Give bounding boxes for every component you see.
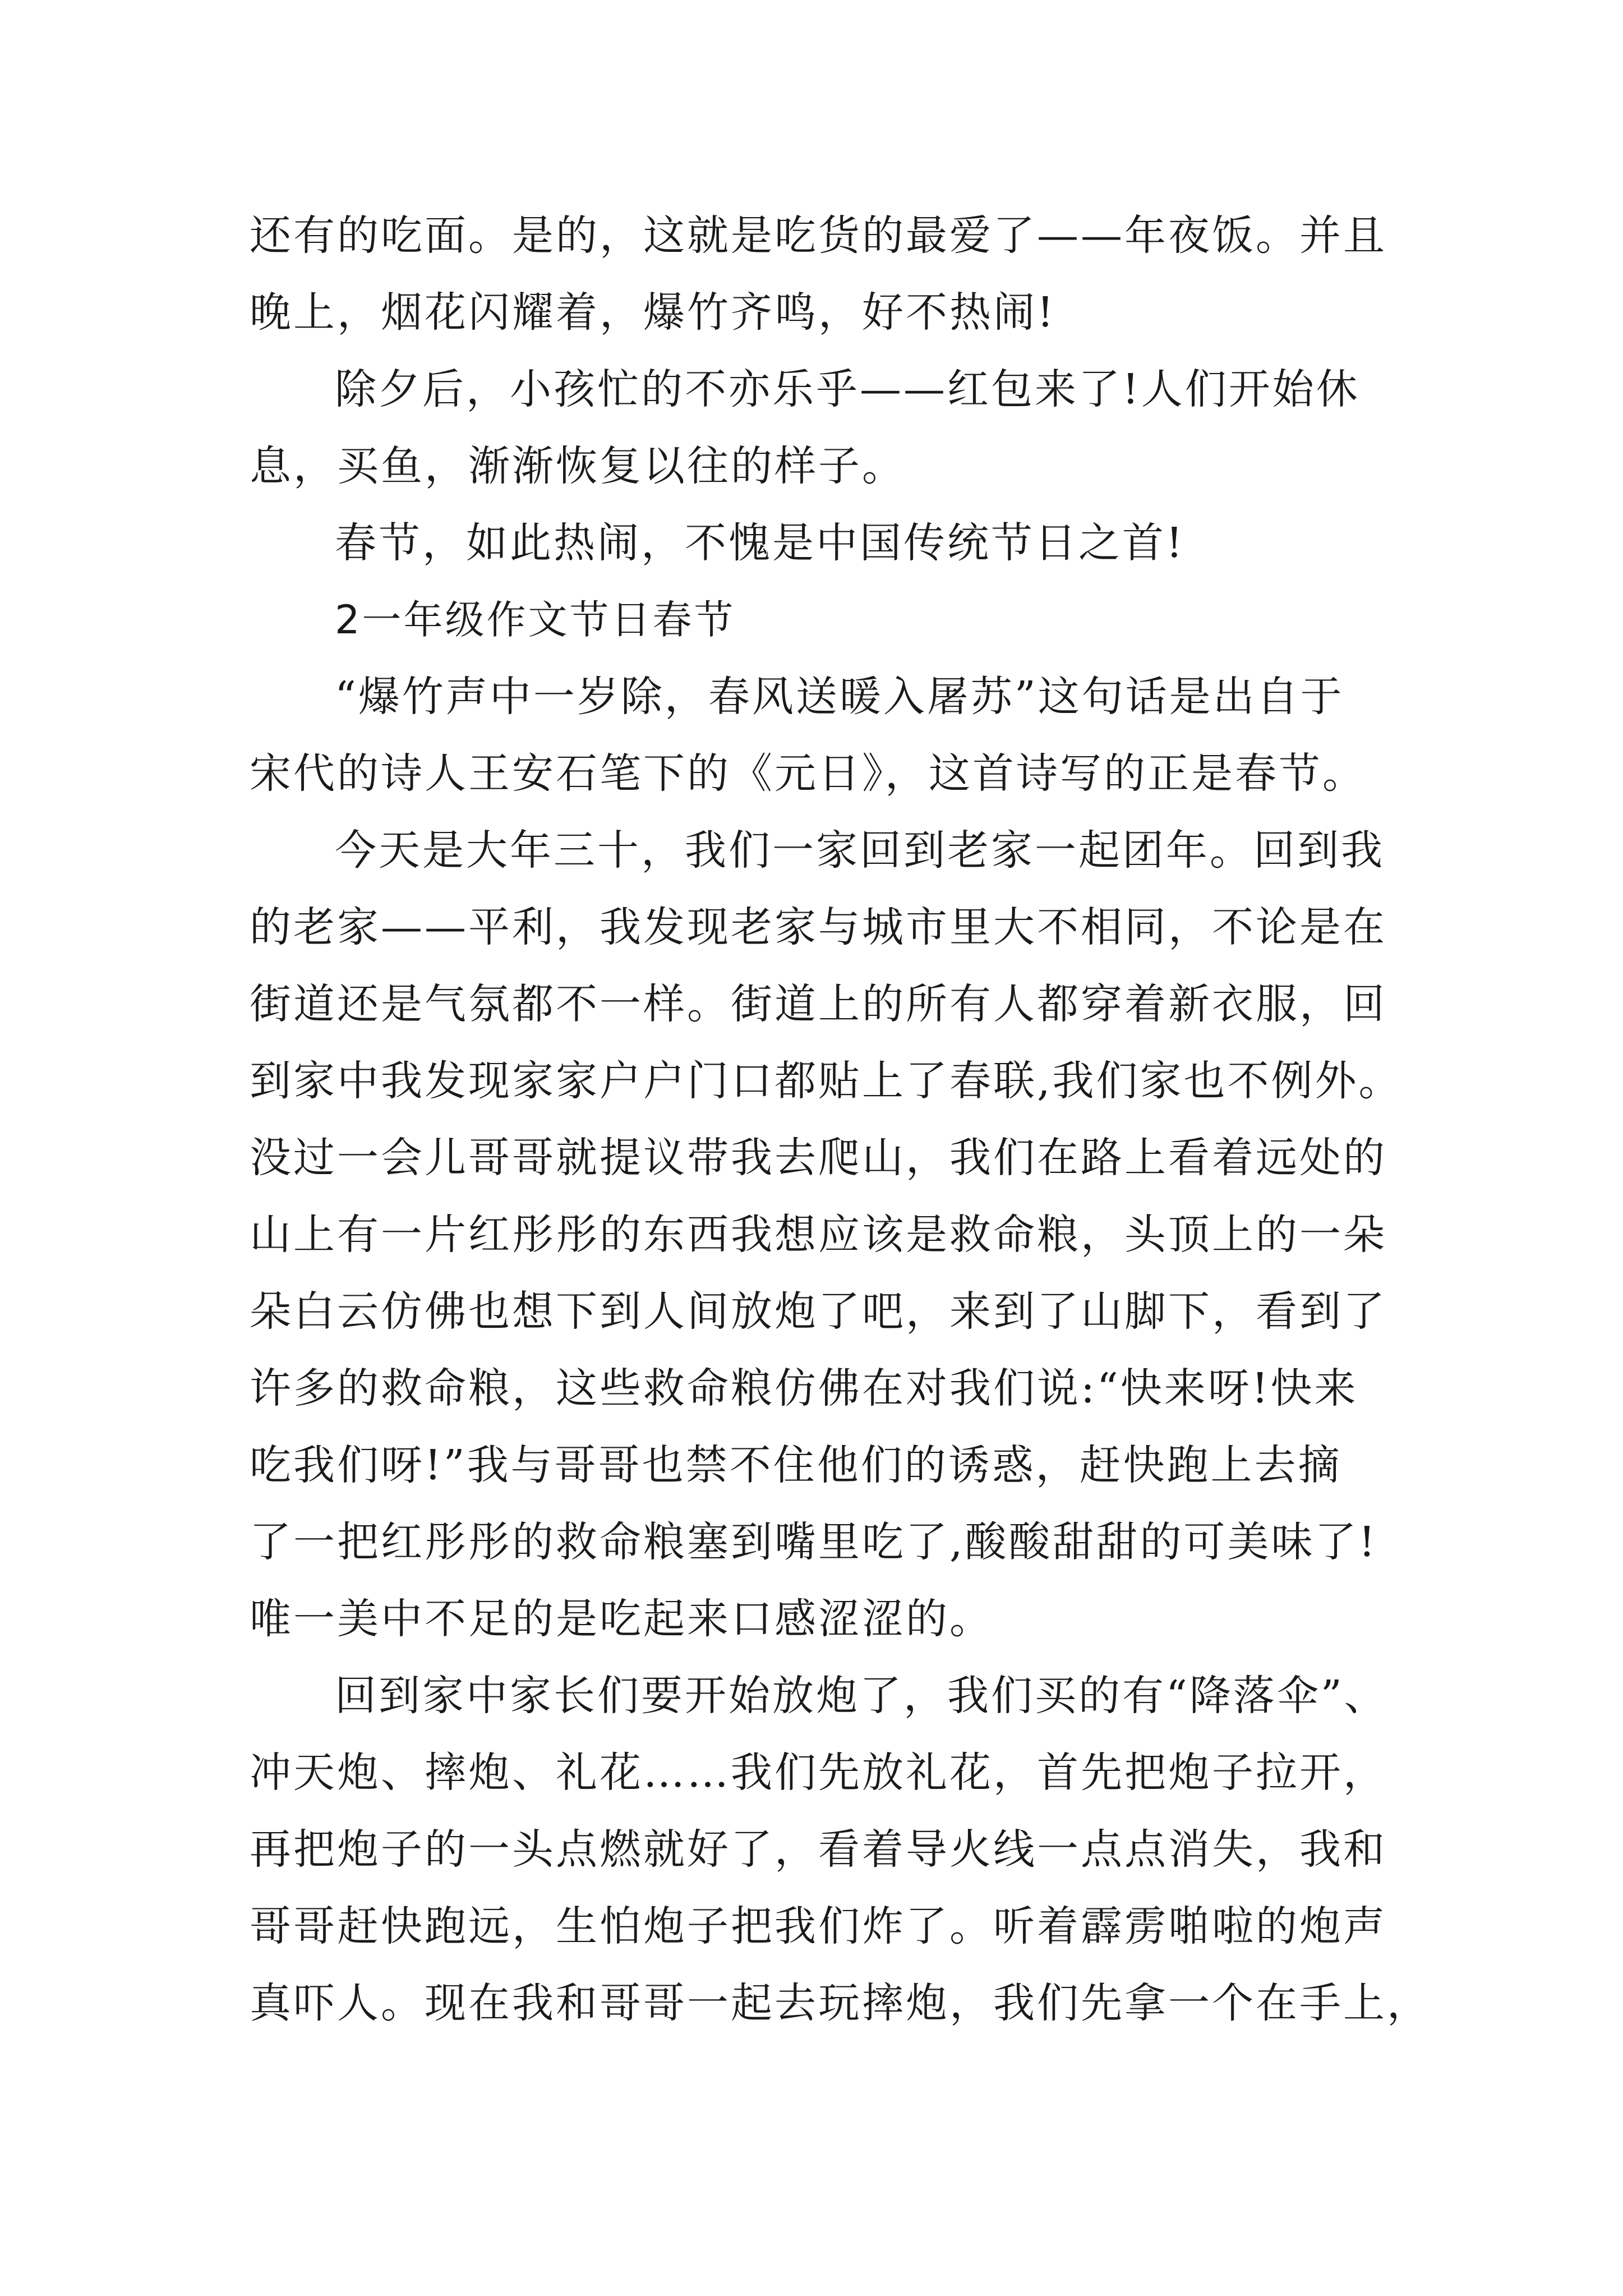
paragraph-line: 再把炮子的一头点燃就好了，看着导火线一点点消失，我和 xyxy=(250,1825,1387,1874)
section-heading: 2一年级作文节日春节 xyxy=(335,597,736,643)
paragraph-line: 今天是大年三十，我们一家回到老家一起团年。回到我 xyxy=(335,826,1385,875)
paragraph-line: 街道还是气氛都不一样。街道上的所有人都穿着新衣服，回 xyxy=(250,980,1387,1028)
paragraph-line: 冲天炮、摔炮、礼花……我们先放礼花，首先把炮子拉开， xyxy=(250,1749,1387,1797)
paragraph-line: 晚上，烟花闪耀着，爆竹齐鸣，好不热闹! xyxy=(250,288,1056,337)
paragraph-line: “爆竹声中一岁除，春风送暖入屠苏”这句话是出自于 xyxy=(335,673,1344,721)
paragraph-line: 回到家中家长们要开始放炮了，我们买的有“降落伞”、 xyxy=(335,1672,1388,1720)
paragraph-line: 山上有一片红彤彤的东西我想应该是救命粮，头顶上的一朵 xyxy=(250,1211,1387,1259)
paragraph-line: 真吓人。现在我和哥哥一起去玩摔炮，我们先拿一个在手上， xyxy=(250,1979,1431,2027)
paragraph-line: 春节，如此热闹，不愧是中国传统节日之首! xyxy=(335,519,1185,567)
paragraph-line: 了一把红彤彤的救命粮塞到嘴里吃了,酸酸甜甜的可美味了! xyxy=(250,1518,1378,1566)
paragraph-line: 吃我们呀!”我与哥哥也禁不住他们的诱惑，赶快跑上去摘 xyxy=(250,1441,1342,1489)
document-body xyxy=(250,197,1431,2042)
paragraph-line: 的老家——平利，我发现老家与城市里大不相同，不论是在 xyxy=(250,903,1387,951)
paragraph-line: 唯一美中不足的是吃起来口感涩涩的。 xyxy=(250,1595,993,1643)
paragraph-line: 到家中我发现家家户户门口都贴上了春联,我们家也不例外。 xyxy=(250,1057,1403,1105)
paragraph-line: 没过一会儿哥哥就提议带我去爬山，我们在路上看着远处的 xyxy=(250,1134,1387,1182)
paragraph-line: 还有的吃面。是的，这就是吃货的最爱了——年夜饭。并且 xyxy=(250,211,1387,260)
paragraph-line: 哥哥赶快跑远，生怕炮子把我们炸了。听着霹雳啪啦的炮声 xyxy=(250,1902,1387,1950)
paragraph-line: 许多的救命粮，这些救命粮仿佛在对我们说:“快来呀!快来 xyxy=(250,1364,1358,1412)
paragraph-line: 除夕后，小孩忙的不亦乐乎——红包来了!人们开始休 xyxy=(335,365,1360,413)
paragraph-line: 息，买鱼，渐渐恢复以往的样子。 xyxy=(250,442,906,490)
paragraph-line: 宋代的诗人王安石笔下的《元日》，这首诗写的正是春节。 xyxy=(250,749,1366,798)
paragraph-line: 朵白云仿佛也想下到人间放炮了吧，来到了山脚下，看到了 xyxy=(250,1287,1387,1336)
